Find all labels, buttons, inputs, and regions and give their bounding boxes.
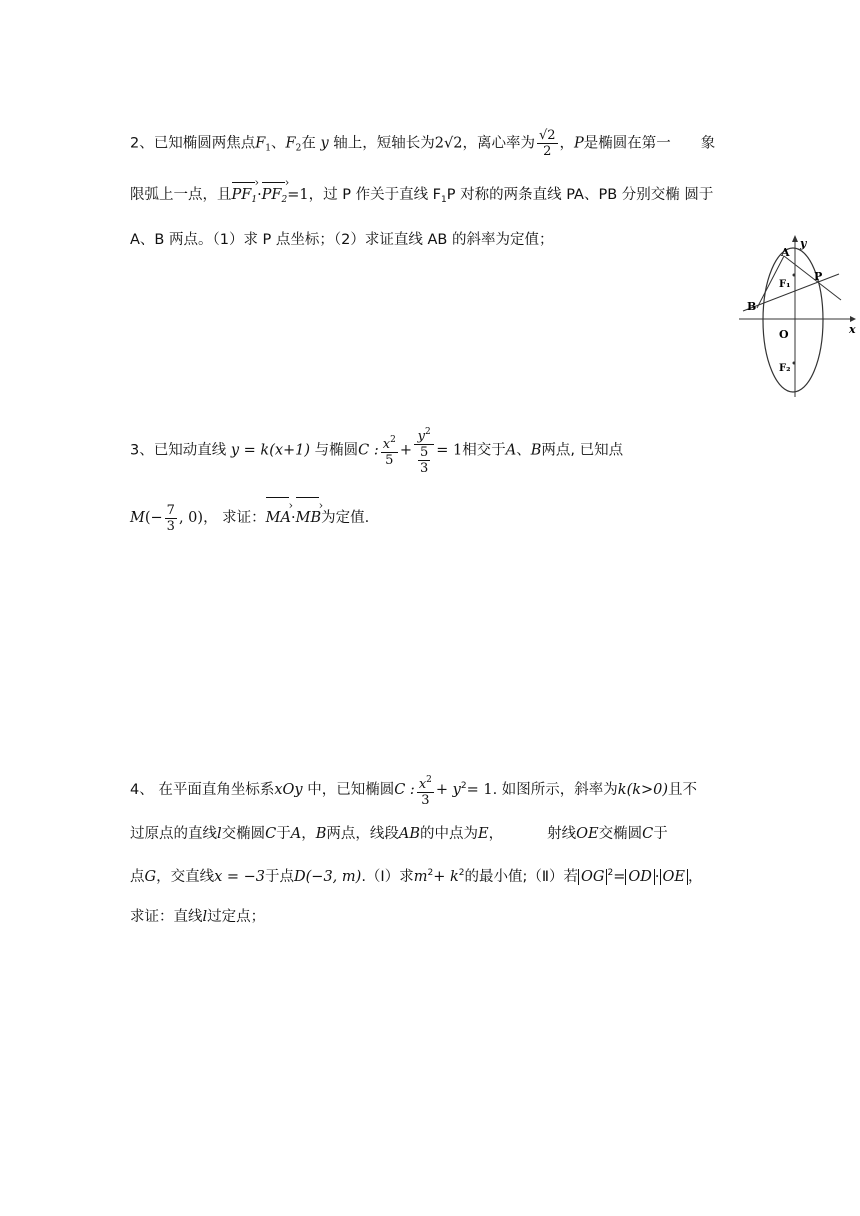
- denominator: 3: [420, 461, 429, 476]
- denominator: 3: [421, 792, 430, 808]
- dot: ·: [654, 869, 660, 885]
- text: ，: [301, 826, 316, 842]
- text: ，: [488, 826, 504, 842]
- fraction-y2-over-5-3: [414, 425, 434, 476]
- x-axis-arrow: [850, 316, 856, 322]
- math-E: E: [478, 826, 489, 842]
- subscript: 1: [251, 195, 258, 205]
- denominator: 2: [543, 144, 552, 159]
- fraction-x2-over-5: [381, 433, 398, 468]
- problem4-line2: [130, 824, 668, 844]
- dot: ·: [291, 510, 296, 526]
- math-plus-k: + k: [433, 869, 459, 885]
- vector-MB: MB ›: [296, 500, 322, 536]
- sup: 2: [427, 868, 434, 878]
- equals-one: =1: [287, 187, 309, 203]
- text: ， 求证：: [203, 510, 266, 526]
- x: x: [382, 437, 391, 452]
- math-D: D(−3, m): [294, 869, 362, 885]
- fraction-sqrt2-over-2: [537, 128, 558, 159]
- problem4-line3: [130, 863, 702, 887]
- math-C: C: [642, 826, 654, 842]
- equals-one: = 1: [466, 782, 493, 798]
- sup: 2: [607, 868, 614, 878]
- math-B: B: [315, 826, 327, 842]
- math-B: B: [530, 442, 542, 459]
- label-A: A: [781, 246, 790, 259]
- text: 中，已知椭圆: [307, 782, 395, 798]
- denominator: 3: [166, 518, 175, 534]
- text: ，离心率为: [462, 135, 535, 152]
- sup: 2: [390, 435, 396, 445]
- focus-F1-dot: [793, 274, 796, 277]
- sup: 2: [458, 868, 465, 878]
- text: ，交直线: [156, 869, 215, 885]
- sup: 2: [460, 781, 467, 791]
- abs-OD: OD: [625, 869, 655, 885]
- y: y: [417, 429, 425, 444]
- label-F2: F₂: [779, 363, 791, 374]
- math-F: F: [255, 135, 266, 152]
- math-line-eq: y = k(x+1): [230, 442, 311, 459]
- paren-open: (−: [144, 510, 163, 526]
- text: 两点，线段: [326, 826, 399, 842]
- line-PA: [784, 256, 841, 300]
- math-A: A: [290, 826, 302, 842]
- text: 点: [130, 869, 145, 885]
- math-C: C :: [394, 782, 415, 798]
- math-2sqrt2: 2√2: [434, 135, 463, 152]
- math-y: y: [320, 135, 329, 152]
- text: 限弧上一点，且: [130, 187, 232, 203]
- ellipse-figure: [735, 232, 860, 402]
- text: 4、 在平面直角坐标系: [130, 782, 275, 798]
- math-F: F: [285, 135, 296, 152]
- vec-text: PF: [261, 187, 282, 203]
- subscript: 2: [295, 143, 302, 154]
- subscript: 2: [281, 195, 288, 205]
- math-A: A: [505, 442, 517, 459]
- text: 于: [276, 826, 291, 842]
- text: .（Ⅰ）求: [361, 869, 414, 885]
- text: 于点: [265, 869, 295, 885]
- paren-close: , 0): [178, 510, 204, 526]
- equals-one: = 1: [436, 442, 463, 459]
- text: ，: [559, 135, 575, 152]
- text: 交椭圆: [598, 826, 643, 842]
- text: 、: [516, 442, 531, 459]
- denominator: 5: [385, 453, 394, 468]
- abs-OG: OG: [578, 869, 607, 885]
- math-l: l: [217, 826, 222, 842]
- math-m: m: [413, 869, 428, 885]
- text: 轴上，短轴长为: [333, 135, 435, 152]
- math-AB: AB: [398, 826, 421, 842]
- sup: 2: [426, 774, 432, 785]
- fraction-7-over-3: [165, 503, 177, 534]
- text: 与椭圆: [314, 442, 359, 459]
- problem2-line3: A、B 两点。（1）求 P 点坐标；（2）求证直线 AB 的斜率为定值；: [130, 232, 554, 248]
- plus: +: [399, 442, 412, 459]
- text: 是椭圆在第一: [583, 135, 671, 152]
- text: 象: [700, 135, 716, 152]
- text: 于: [653, 826, 668, 842]
- label-B: B: [747, 300, 757, 313]
- text: 为定值.: [321, 510, 370, 526]
- line-PB: [743, 274, 839, 311]
- label-x: x: [849, 323, 856, 336]
- math-xOy: xOy: [274, 782, 303, 798]
- problem3-line1: [130, 425, 623, 476]
- text: 过定点；: [207, 909, 266, 925]
- text: 过原点的直线: [130, 826, 217, 842]
- inner-fraction: [418, 445, 430, 476]
- y-axis-arrow: [792, 235, 798, 242]
- problem4-line4: [130, 907, 265, 927]
- math-C: C: [265, 826, 277, 842]
- text: 的中点为: [420, 826, 479, 842]
- label-y: y: [800, 237, 807, 250]
- vector-PF1: [232, 185, 258, 210]
- text: . 如图所示，斜率为: [492, 782, 618, 798]
- vector-PF2: [262, 185, 288, 210]
- label-O: O: [779, 328, 789, 341]
- math-M: M: [130, 510, 145, 526]
- problem4-line1: [130, 768, 697, 808]
- math-x-eq: x = −3: [214, 869, 266, 885]
- text: ，过 P 作关于直线 F: [308, 187, 442, 203]
- sup: 2: [424, 427, 431, 437]
- label-P: P: [814, 270, 823, 283]
- problem2-line2: [130, 185, 713, 210]
- dot: ·: [257, 187, 262, 203]
- text: 相交于: [462, 442, 506, 459]
- math-l: l: [202, 909, 208, 925]
- math-k: k(k>0): [617, 782, 669, 798]
- numerator: 7: [166, 502, 175, 518]
- text: 交椭圆: [221, 826, 266, 842]
- subscript: 1: [441, 195, 447, 205]
- math-P: P: [574, 135, 584, 152]
- text: 3、已知动直线: [130, 442, 227, 459]
- text: 在: [301, 135, 316, 152]
- subscript: 1: [265, 143, 272, 154]
- vec-text: PF: [231, 187, 252, 203]
- text: 射线: [547, 826, 577, 842]
- numerator: √2: [538, 128, 556, 143]
- text: 的最小值;（Ⅱ）若: [464, 869, 578, 885]
- plus-y: + y: [435, 782, 461, 798]
- text: P 对称的两条直线 PA、PB 分别交椭 圆于: [446, 187, 714, 203]
- numerator: 5: [420, 445, 429, 460]
- text: 2、已知椭圆两焦点: [130, 135, 256, 152]
- text: 两点, 已知点: [541, 442, 624, 459]
- focus-F2-dot: [793, 362, 796, 365]
- math-G: G: [144, 869, 157, 885]
- text: 、: [271, 135, 286, 152]
- text: 求证：直线: [130, 909, 203, 925]
- problem3-line2: [130, 500, 369, 536]
- x: x: [418, 776, 427, 792]
- abs-OE: OE: [660, 869, 688, 885]
- problem2-line1: [130, 128, 715, 159]
- math-C: C :: [358, 442, 379, 459]
- label-F1: F₁: [779, 279, 791, 290]
- text: ，: [687, 869, 703, 885]
- math-OE: OE: [576, 826, 599, 842]
- fraction-x2-over-3: [417, 773, 434, 808]
- text: 且不: [668, 782, 698, 798]
- equals: =: [613, 869, 626, 885]
- vector-MA: MA ›: [266, 500, 291, 536]
